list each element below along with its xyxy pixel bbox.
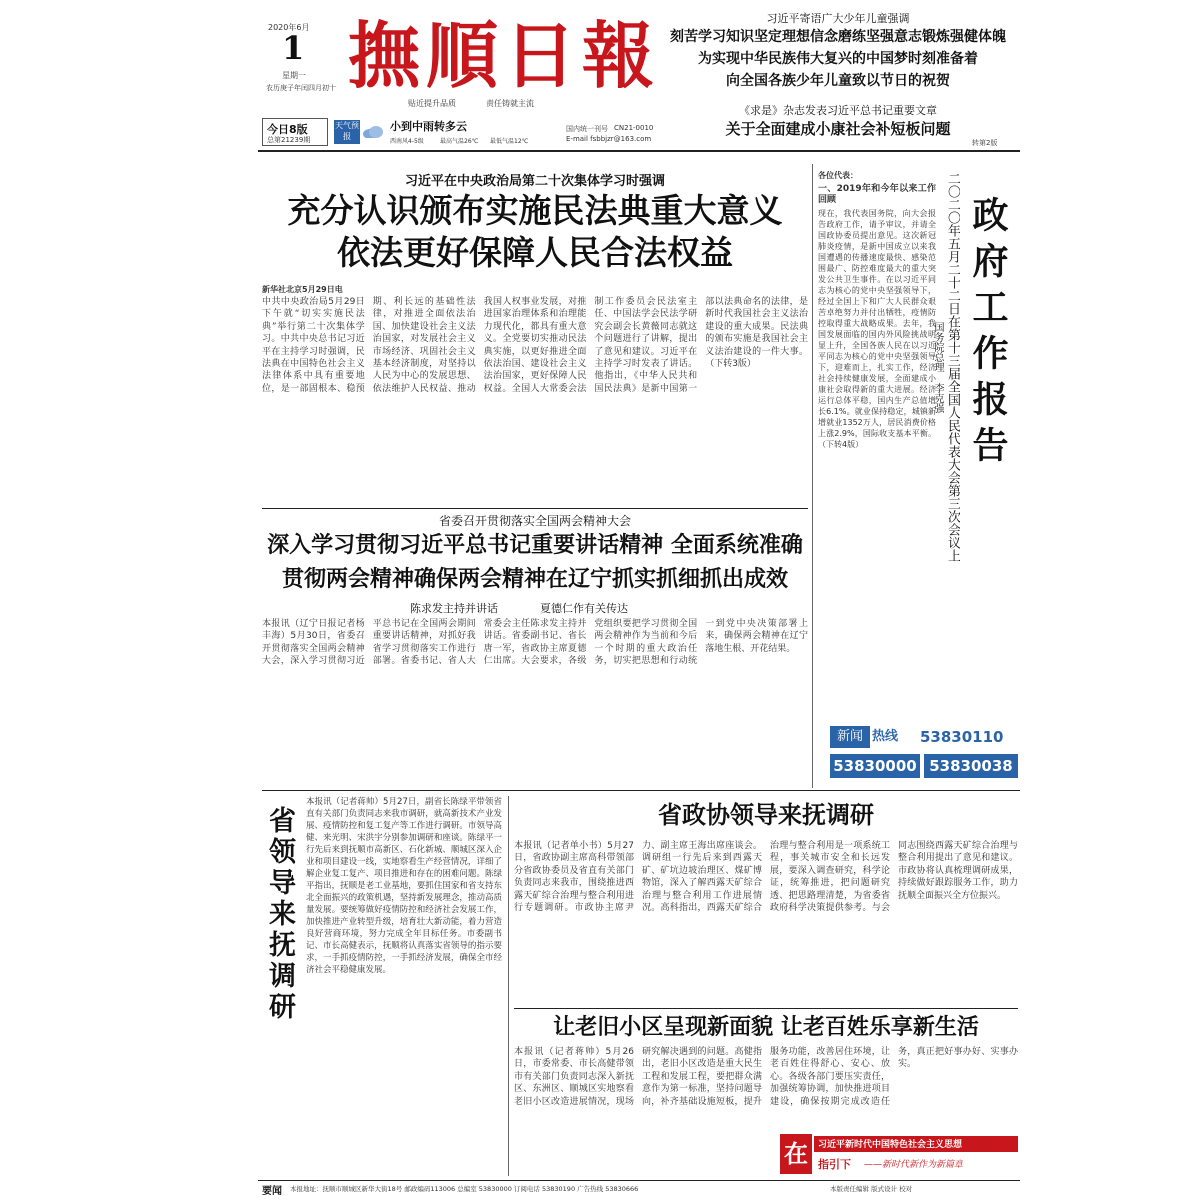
gov-body-text: 现在，我代表国务院，向大会报告政府工作，请予审议，并请全国政协委员提出意见。这次新冠肺炎疫情，是新中国成立以来我国遭遇的传播速度最快、感染范围最广、防控难度最大的重大突发公共卫生事件。在以习近平同志为核心的党中央坚强领导下，经过全国上下和广大人民群众艰苦卓绝努力并付出牺牲，疫情防控取得重大战略成果。去年，我国发展面临的国内外风险挑战明显上升，全国各族人民在以习近平同志为核心的党中央坚强领导下，迎难而上，扎实工作，经济社会持续健康发展，全面建成小康社会取得新的重大进展。经济运行总体平稳，国内生产总值增长6.1%。就业保持稳定，城镇新增就业1352万人，居民消费价格上涨2.9%，国际收支基本平衡。 xyxy=(818,209,936,438)
top-news-jump: 转第2版 xyxy=(972,139,998,147)
gov-subtitle: 二〇二〇年五月二十二日在第十三届全国人民代表大会第三次会议上 xyxy=(945,172,960,562)
date-day: 1 xyxy=(282,30,305,66)
page-count: 今日8版 xyxy=(267,123,308,136)
second-sub-left: 陈求发主持并讲话 xyxy=(410,602,498,615)
hotline-label-2: 热线 xyxy=(872,729,899,744)
cn-number-code: CN21-0010 xyxy=(614,124,654,132)
left-headline: 省领导来抚调研 xyxy=(264,806,295,1023)
left-story-divider xyxy=(508,796,509,1176)
weather-wind: 西南风4-5级 xyxy=(390,138,424,145)
cppcc-divider xyxy=(514,1008,1018,1009)
weekday: 星期一 xyxy=(282,71,306,80)
weather-cloud-icon xyxy=(362,124,384,138)
lead-kicker: 习近平在中央政治局第二十次集体学习时强调 xyxy=(404,174,665,189)
top-news-kicker2: 《求是》杂志发表习近平总书记重要文章 xyxy=(739,104,937,117)
second-sub-right: 夏德仁作有关传达 xyxy=(540,602,628,615)
lead-body-text: 中共中央政治局5月29日下午就“切实实施民法典”举行第二十次集体学习。中共中央总书记习近平在主持学习时强调，民法典在中国特色社会主义法律体系中具有重要地位，是一部固根本、稳预期、利长远的基础性法律，对推进全面依法治国、加快建设社会主义法治国家，对发展社会主义市场经济、巩固社会主义基本经济制度，对坚持以人民为中心的发展思想、依法维护人民权益、推动我国人权事业发展，对推进国家治理体系和治理能力现代化，都具有重大意义。全党要切实推动民法典实施，以更好推进全面依法治国、建设社会主义法治国家，更好保障人民权益。全国人大常委会法制工作委员会民法室主任、中国法学会民法学研究会副会长黄薇同志就这个问题进行了讲解，提出了意见和建议。习近平在主持学习时发表了讲话。他指出，《中华人民共和国民法典》是新中国第一部以法典命名的法律，是新时代我国社会主义法治建设的重大成果。民法典的颁布实施是我国社会主义法治建设的一件大事。 xyxy=(262,297,808,394)
gov-section: 一、2019年和今年以来工作回顾 xyxy=(818,184,936,205)
masthead xyxy=(0,0,1200,150)
second-divider xyxy=(262,790,1020,791)
promo-line1-text: 习近平新时代中国特色社会主义思想 xyxy=(818,1140,963,1150)
lead-divider xyxy=(262,508,808,509)
hotline-number-1: 53830110 xyxy=(920,728,1004,746)
cn-number-label: 国内统一刊号 xyxy=(566,125,608,133)
cppcc-headline: 省政协领导来抚调研 xyxy=(658,800,874,829)
cppcc-body xyxy=(514,840,1018,1004)
masthead-slogan-right: 责任铸就主流 xyxy=(486,99,534,108)
hotline-label-1: 新闻 xyxy=(830,726,870,748)
community-body-text: 本报讯（记者蒋帅）5月26日，市委常委、市长高健带领市有关部门负责同志深入新抚区、东洲区、顺城区实地察看老旧小区改造进展情况，现场研究解决遇到的问题。高健指出，老旧小区改造是重大民生工程和发展工程，要把群众满意作为第一标准，坚持问题导向，补齐基础设施短板，提升服务功能，改善居住环境，让老百姓住得舒心、安心、放心。各级各部门要压实责任，加强统筹协调，加快推进项目建设，确保按期完成改造任务，真正把好事办好、实事办实。 xyxy=(514,1047,1018,1107)
footer-label: 要闻 xyxy=(262,1186,282,1197)
second-body xyxy=(262,618,808,786)
footer-rule xyxy=(258,1180,1020,1181)
weather-low: 最低气温12℃ xyxy=(490,138,529,145)
weather-badge: 天气预报 xyxy=(334,120,360,144)
gov-author: 国务院总理 李克强 xyxy=(932,322,943,413)
second-headline-2: 贯彻两会精神确保两会精神在辽宁抓实抓细抓出成效 xyxy=(281,566,788,592)
masthead-slogan-left: 贴近提升品质 xyxy=(408,99,456,108)
second-kicker: 省委召开贯彻落实全国两会精神大会 xyxy=(438,514,631,528)
page-count-box xyxy=(262,118,328,146)
lead-body xyxy=(262,296,808,496)
right-column-divider xyxy=(812,164,813,788)
lead-headline-1: 充分认识颁布实施民法典重大意义 xyxy=(287,191,783,230)
top-news-line1: 刻苦学习知识坚定理想信念磨练坚强意志锻炼强健体魄 xyxy=(670,29,1006,45)
promo-line3: ——新时代新作为新篇章 xyxy=(864,1160,964,1170)
gov-greeting: 各位代表： xyxy=(818,171,858,180)
top-news-line3: 向全国各族少年儿童致以节日的祝贺 xyxy=(726,73,950,89)
gov-title: 政府工作报告 xyxy=(967,196,1009,472)
hotline-number-3: 53830038 xyxy=(924,754,1018,778)
gov-jump: （下转4版） xyxy=(818,440,864,449)
promo-banner xyxy=(780,1134,1018,1174)
weather-high: 最高气温26℃ xyxy=(440,138,479,145)
masthead-title: 撫順日報 xyxy=(348,16,661,96)
hotline-number-2: 53830000 xyxy=(830,754,920,778)
left-body xyxy=(306,796,502,1180)
footer-text: 本报地址：抚顺市顺城区新华大街18号 邮政编码113006 总编室 53830000 订阅电话 53830190 广告热线 53830666 xyxy=(290,1185,639,1193)
issue-serial: 总第21239期 xyxy=(267,136,311,144)
top-news-line2: 为实现中华民族伟大复兴的中国梦时刻准备着 xyxy=(698,51,978,67)
lead-jump: （下转3版） xyxy=(705,359,756,370)
cppcc-body-text: 本报讯（记者单小书）5月27日，省政协副主席高科带领部分省政协委员及省直有关部门负责同志来我市，围绕推进西露天矿综合治理与整合利用进行专题调研。市政协主席尹力、副主席王海出席座谈会。调研组一行先后来到西露天矿、矿坑边坡治理区、煤矿博物馆，深入了解西露天矿综合治理与整合利用工作进展情况。高科指出，西露天矿综合治理与整合利用是一项系统工程，事关城市安全和长远发展，要深入调查研究，科学论证，统筹推进，把问题研究透、把思路理清楚，为省委省政府科学决策提供参考。与会同志围绕西露天矿综合治理与整合利用提出了意见和建议。市政协将认真梳理调研成果，持续做好跟踪服务工作，助力抚顺全面振兴全方位振兴。 xyxy=(514,841,1018,914)
second-headline-1: 深入学习贯彻习近平总书记重要讲话精神 全面系统准确 xyxy=(267,532,803,558)
lead-headline-2: 依法更好保障人民合法权益 xyxy=(337,233,733,272)
promo-line2: 指引下 xyxy=(818,1158,851,1171)
top-news-kicker: 习近平寄语广大少年儿童强调 xyxy=(766,12,910,25)
date-year-month: 2020年6月 xyxy=(268,23,310,32)
top-news xyxy=(660,8,1016,148)
second-body-text: 本报讯（辽宁日报记者杨丰海）5月30日，省委召开贯彻落实全国两会精神大会，深入学习贯彻习近平总书记在全国两会期间重要讲话精神，对抓好我省学习贯彻落实工作进行部署。省委书记、省人大常委会主任陈求发主持并讲话。省委副书记、省长唐一军，省政协主席夏德仁出席。大会要求，各级党组织要把学习贯彻全国两会精神作为当前和今后一个时期的重大政治任务，切实把思想和行动统一到党中央决策部署上来，确保两会精神在辽宁落地生根、开花结果。 xyxy=(262,619,808,667)
community-headline: 让老旧小区呈现新面貌 让老百姓乐享新生活 xyxy=(553,1014,979,1040)
top-news-headline2: 关于全面建成小康社会补短板问题 xyxy=(725,120,951,138)
promo-badge: 在 xyxy=(780,1134,812,1174)
weather-main: 小到中雨转多云 xyxy=(390,120,467,133)
masthead-divider xyxy=(258,150,1020,152)
news-hotline xyxy=(820,726,1018,786)
left-body-text: 本报讯（记者蒋帅）5月27日，副省长陈绿平带领省直有关部门负责同志来我市调研，就高新技术产业发展、疫情防控和复工复产等工作进行调研。市领导高健、来光明、宋洪宇分别参加调研和座谈。陈绿平一行先后来到抚顺市高新区、石化新城、顺城区深入企业和项目建设一线，实地察看生产经营情况，详细了解企业复工复产、项目推进和存在的困难问题。陈绿平指出，抚顺是老工业基地，要抓住国家和省支持东北全面振兴的政策机遇，坚持新发展理念，推动高质量发展。要统筹做好疫情防控和经济社会发展工作，加快推进产业转型升级，培育壮大新动能，着力营造良好营商环境，努力完成全年目标任务。市委副书记、市长高健表示，抚顺将认真落实省领导的指示要求，一手抓疫情防控，一手抓经济发展，确保全市经济社会平稳健康发展。 xyxy=(306,797,502,975)
calendar-note: 农历庚子年闰四月初十 xyxy=(266,84,336,92)
lead-byline: 新华社北京5月29日电 xyxy=(262,285,343,294)
footer-right: 本版责任编辑 版式设计 校对 xyxy=(830,1185,913,1193)
gov-body xyxy=(818,182,936,722)
contact-email: E-mail fsbbjzr@163.com xyxy=(566,135,652,143)
